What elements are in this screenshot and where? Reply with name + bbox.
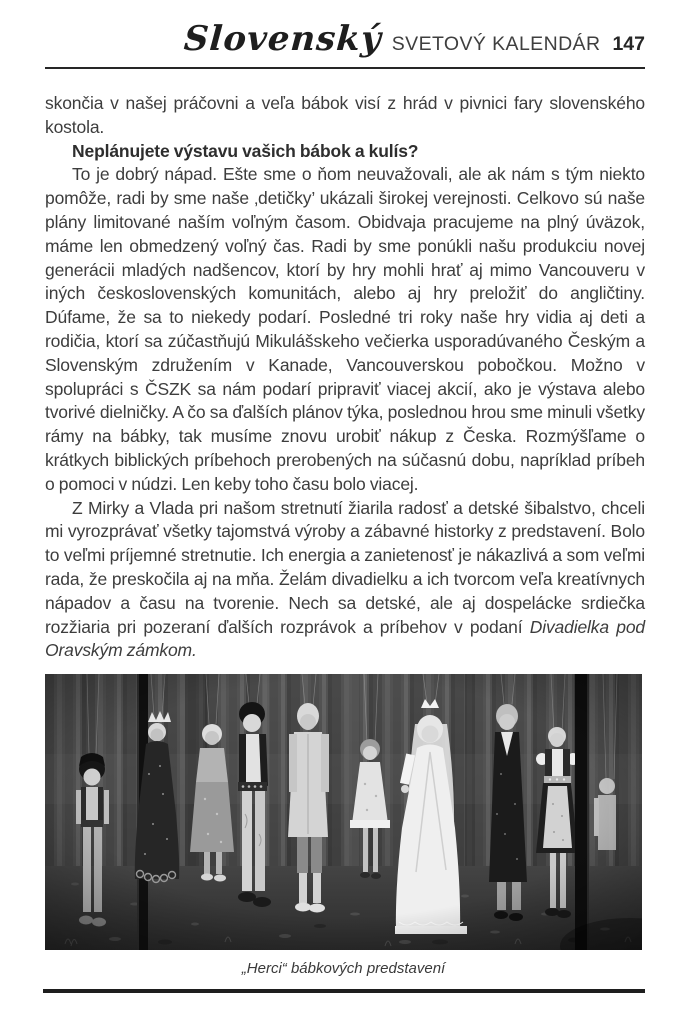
- paragraph-answer: To je dobrý nápad. Ešte sme o ňom neuvažovali, ale ak nám s tým niekto pomôže, radi by sme naše ‚detičky’ ukázali širokej verejnosti. Celkovo sú naše plány limitované naším voľným časom. Obidvaja pracujeme na plný úväzok, máme len obmedzený voľný čas. Radi by sme ponúkli našu produkciu novej generácii mladých nadšencov, ktorí by hry mohli hrať aj mimo Vancouveru v iných československých komunitách, alebo aj hry preložiť do angličtiny. Dúfame, že sa to niekedy podarí. Posledné tri roky naše hry vidia aj deti a rodičia, ktorí sa zúčastňujú Mikulášskeho večierka usporadúvaného Českým a Slovenským združením v Kanade, Vancouverskou pobočkou. Možno v spolupráci s ČSZK sa nám podarí pripraviť viacej akcií, ako je výstava alebo tvorivé dielničky. A čo sa ďalších plánov týka, poslednou hrou sme minuli všetky rámy na bábky, tak musíme znovu urobiť nákup z Česka. Rozmýšľame o krátkych biblických príbehoch prerobených na súčasnú dobu, napríklad príbeh o pomoci v núdzi. Len keby toho času bolo viacej.: [45, 164, 645, 494]
- photo-caption: „Herci“ bábkových predstavení: [241, 960, 446, 978]
- paragraph-closing: [45, 497, 645, 664]
- page-number: 147: [612, 33, 645, 55]
- header-brand: [182, 19, 645, 59]
- magazine-title: SVETOVÝ KALENDÁR: [391, 33, 601, 55]
- photo-figure: [45, 674, 642, 981]
- paragraph-intro: skončia v našej práčovni a veľa bábok visí z hrád v pivnici fary slovenského kostola.: [45, 93, 645, 137]
- article-body: [45, 92, 645, 981]
- interview-question: Neplánujete výstavu vašich bábok a kulís?: [72, 140, 419, 161]
- paragraph-closing-text: Z Mirky a Vlada pri našom stretnutí žiarila radosť a detské šibalstvo, chceli mi vyrozprávať všetky tajomstvá výroby a zábavné historky z predstavení. Bolo to veľmi príjemné stretnutie. Ich energia a zanietenosť je nákazlivá a som veľmi rada, že preskočila aj na mňa. Želám divadielku a ich tvorcom veľa kreatívnych nápadov a času na tvorenie. Nech sa detské, ale aj dospelácke srdiečka rozžiaria pri pozeraní ďalších rozprávok a príbehov v podaní: [45, 497, 645, 637]
- book-title-italic: Divadielka pod Oravským zámkom.: [45, 616, 645, 661]
- footer-rule: [43, 989, 645, 993]
- puppets-photo: [45, 674, 642, 950]
- magazine-script-title: Slovenský: [182, 19, 384, 59]
- header-rule: [45, 67, 645, 69]
